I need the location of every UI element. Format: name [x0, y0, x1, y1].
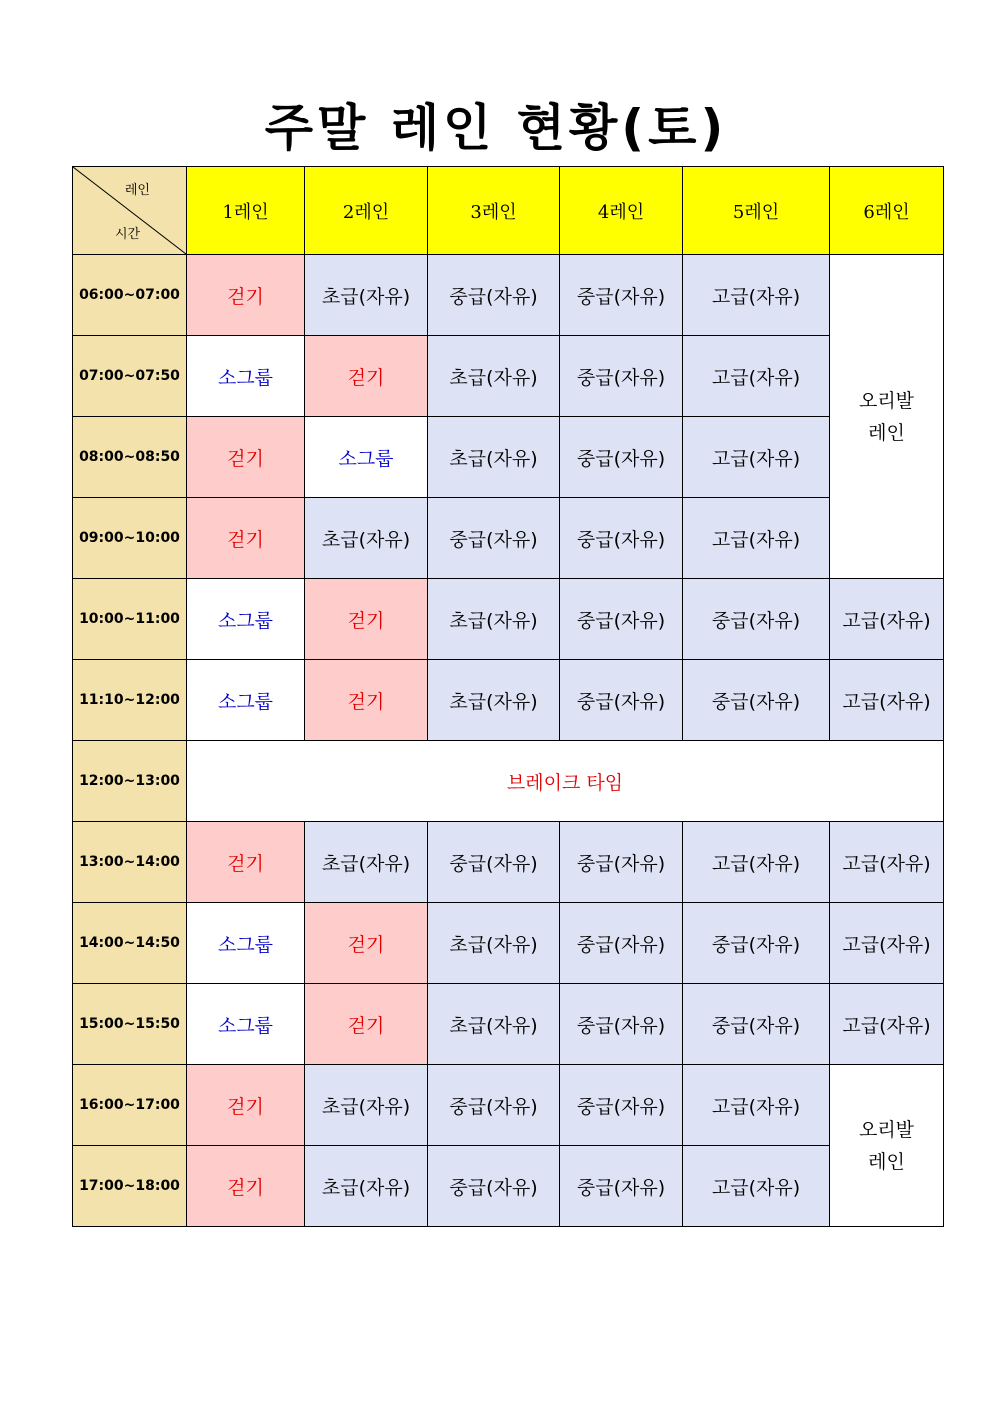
- free-swim-cell: 고급(자유): [683, 822, 830, 903]
- free-swim-cell: 초급(자유): [428, 417, 560, 498]
- time-slot-cell: 09:00~10:00: [73, 498, 187, 579]
- free-swim-cell: 초급(자유): [428, 336, 560, 417]
- free-swim-cell: 고급(자유): [683, 1146, 830, 1227]
- time-slot-cell: 17:00~18:00: [73, 1146, 187, 1227]
- lane-header-5: 5레인: [683, 167, 830, 255]
- free-swim-cell: 중급(자유): [560, 822, 683, 903]
- fin-lane-label: 오리발: [858, 389, 915, 412]
- time-slot-cell: 07:00~07:50: [73, 336, 187, 417]
- table-row: [73, 579, 944, 660]
- free-swim-cell: 초급(자유): [428, 660, 560, 741]
- time-slot-cell: 10:00~11:00: [73, 579, 187, 660]
- free-swim-cell: 고급(자유): [830, 984, 944, 1065]
- time-slot-cell: 12:00~13:00: [73, 741, 187, 822]
- table-row: [73, 255, 944, 336]
- time-slot-cell: 15:00~15:50: [73, 984, 187, 1065]
- free-swim-cell: 중급(자유): [428, 1146, 560, 1227]
- table-row: [73, 660, 944, 741]
- small-group-cell: 소그룹: [305, 417, 428, 498]
- walking-lane-cell: 걷기: [187, 822, 305, 903]
- fin-lane-label-sub: 레인: [868, 1150, 905, 1173]
- free-swim-cell: 중급(자유): [560, 903, 683, 984]
- free-swim-cell: 중급(자유): [560, 984, 683, 1065]
- free-swim-cell: 중급(자유): [428, 822, 560, 903]
- free-swim-cell: 초급(자유): [305, 822, 428, 903]
- lane-header-2: 2레인: [305, 167, 428, 255]
- free-swim-cell: 초급(자유): [305, 1065, 428, 1146]
- fin-lane-label: 오리발: [858, 1118, 915, 1141]
- free-swim-cell: 중급(자유): [683, 579, 830, 660]
- table-row: [73, 336, 944, 417]
- table-row: [73, 417, 944, 498]
- free-swim-cell: 중급(자유): [560, 1146, 683, 1227]
- lane-header-6: 6레인: [830, 167, 944, 255]
- table-row: [73, 1065, 944, 1146]
- fin-lane-cell: [830, 1065, 944, 1227]
- table-row: [73, 498, 944, 579]
- free-swim-cell: 중급(자유): [560, 417, 683, 498]
- table-row: [73, 741, 944, 822]
- walking-lane-cell: 걷기: [187, 1146, 305, 1227]
- walking-lane-cell: 걷기: [305, 336, 428, 417]
- free-swim-cell: 중급(자유): [560, 498, 683, 579]
- walking-lane-cell: 걷기: [187, 498, 305, 579]
- free-swim-cell: 초급(자유): [428, 903, 560, 984]
- fin-lane-cell: [830, 255, 944, 579]
- free-swim-cell: 중급(자유): [683, 660, 830, 741]
- free-swim-cell: 중급(자유): [683, 984, 830, 1065]
- free-swim-cell: 중급(자유): [683, 903, 830, 984]
- small-group-cell: 소그룹: [187, 903, 305, 984]
- free-swim-cell: 초급(자유): [305, 1146, 428, 1227]
- lane-header-1: 1레인: [187, 167, 305, 255]
- free-swim-cell: 고급(자유): [830, 660, 944, 741]
- walking-lane-cell: 걷기: [305, 660, 428, 741]
- fin-lane-label-sub: 레인: [868, 421, 905, 444]
- table-row: [73, 1146, 944, 1227]
- walking-lane-cell: 걷기: [305, 579, 428, 660]
- time-slot-cell: 13:00~14:00: [73, 822, 187, 903]
- free-swim-cell: 중급(자유): [428, 255, 560, 336]
- corner-header-cell: [73, 167, 187, 255]
- break-time-cell: 브레이크 타임: [187, 741, 944, 822]
- free-swim-cell: 고급(자유): [830, 822, 944, 903]
- walking-lane-cell: 걷기: [187, 417, 305, 498]
- free-swim-cell: 중급(자유): [560, 660, 683, 741]
- free-swim-cell: 고급(자유): [683, 417, 830, 498]
- lane-header-4: 4레인: [560, 167, 683, 255]
- time-slot-cell: 16:00~17:00: [73, 1065, 187, 1146]
- small-group-cell: 소그룹: [187, 660, 305, 741]
- free-swim-cell: 중급(자유): [560, 255, 683, 336]
- table-row: [73, 822, 944, 903]
- free-swim-cell: 고급(자유): [683, 336, 830, 417]
- free-swim-cell: 초급(자유): [428, 579, 560, 660]
- table-row: [73, 984, 944, 1065]
- time-slot-cell: 06:00~07:00: [73, 255, 187, 336]
- free-swim-cell: 중급(자유): [560, 336, 683, 417]
- small-group-cell: 소그룹: [187, 579, 305, 660]
- time-slot-cell: 11:10~12:00: [73, 660, 187, 741]
- free-swim-cell: 초급(자유): [305, 498, 428, 579]
- free-swim-cell: 고급(자유): [683, 1065, 830, 1146]
- lane-schedule-table: [72, 166, 944, 1227]
- free-swim-cell: 고급(자유): [683, 255, 830, 336]
- corner-lane-label: 레인: [124, 183, 150, 198]
- free-swim-cell: 중급(자유): [560, 1065, 683, 1146]
- free-swim-cell: 초급(자유): [428, 984, 560, 1065]
- free-swim-cell: 고급(자유): [830, 579, 944, 660]
- walking-lane-cell: 걷기: [305, 903, 428, 984]
- free-swim-cell: 중급(자유): [428, 1065, 560, 1146]
- free-swim-cell: 중급(자유): [560, 579, 683, 660]
- lane-header-3: 3레인: [428, 167, 560, 255]
- time-slot-cell: 14:00~14:50: [73, 903, 187, 984]
- table-row: [73, 903, 944, 984]
- walking-lane-cell: 걷기: [187, 1065, 305, 1146]
- free-swim-cell: 중급(자유): [428, 498, 560, 579]
- free-swim-cell: 초급(자유): [305, 255, 428, 336]
- small-group-cell: 소그룹: [187, 336, 305, 417]
- free-swim-cell: 고급(자유): [830, 903, 944, 984]
- page-title: 주말 레인 현황(토): [264, 99, 728, 157]
- corner-time-label: 시간: [115, 227, 141, 242]
- free-swim-cell: 고급(자유): [683, 498, 830, 579]
- small-group-cell: 소그룹: [187, 984, 305, 1065]
- walking-lane-cell: 걷기: [187, 255, 305, 336]
- walking-lane-cell: 걷기: [305, 984, 428, 1065]
- time-slot-cell: 08:00~08:50: [73, 417, 187, 498]
